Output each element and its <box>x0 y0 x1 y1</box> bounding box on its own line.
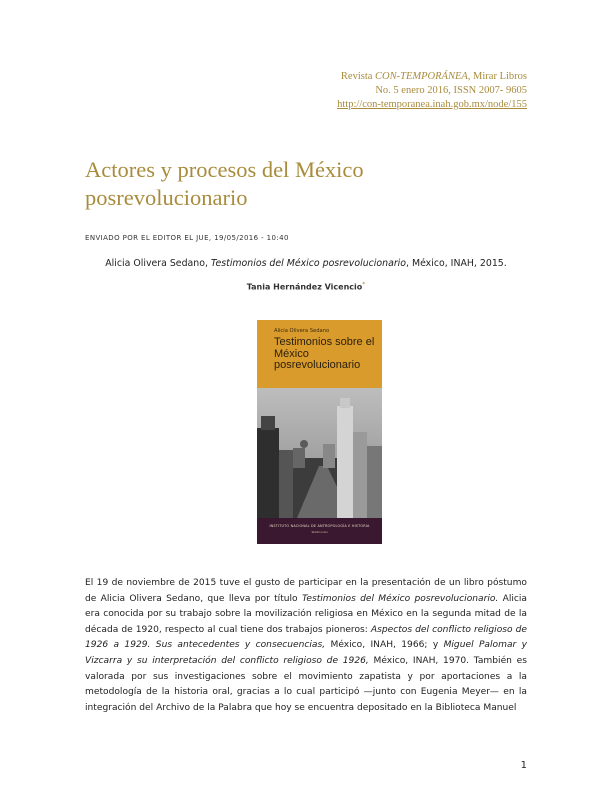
article-title: Actores y procesos del México posrevolucionario <box>85 157 364 210</box>
footnote-marker[interactable]: * <box>362 281 366 288</box>
citation-author: Alicia Olivera Sedano, <box>105 258 211 269</box>
cover-title-band <box>257 320 382 388</box>
post-meta: ENVIADO POR EL EDITOR EL JUE, 19/05/2016 - 10:40 <box>85 234 289 242</box>
journal-section: , Mirar Libros <box>467 71 527 82</box>
body-book-title: Testimonios del México posrevolucionario. <box>301 593 499 604</box>
issue-line: No. 5 enero 2016, ISSN 2007- 9605 <box>375 85 527 96</box>
cover-publisher-band <box>257 518 382 544</box>
book-citation <box>85 258 527 269</box>
journal-url-link[interactable]: http://con-temporanea.inah.gob.mx/node/155 <box>337 99 527 110</box>
cover-title: Testimonios sobre el México posrevolucionario <box>274 336 375 371</box>
cover-series: Testimonios <box>311 530 328 534</box>
journal-line <box>337 70 527 84</box>
journal-prefix: Revista <box>340 71 376 82</box>
body-text-3: México, INAH, 1966; y <box>325 640 444 651</box>
page-number: 1 <box>520 760 527 771</box>
body-text-1: El 19 de noviembre de 2015 tuve el gusto de participar en la presentación de un libro póstumo de Alicia Olivera Sedano, que lleva por título <box>85 578 527 604</box>
citation-publisher: , México, INAH, 2015. <box>406 258 507 269</box>
body-text-4: México, INAH, 1970. También es valorada por sus investigaciones sobre el movimiento zapatista y por aportaciones a la metodología de la historia oral, gracias a lo cual participó —junto con Eugenia Meyer— en la integración del Archivo de la Palabra que hoy se encuentra depositado en la Biblioteca Manuel <box>85 655 527 713</box>
citation-book-title: Testimonios del México posrevolucionario <box>210 258 407 269</box>
body-work-1: Aspectos del conflicto religioso de 1926 a 1929. Sus antecedentes y consecuencias, <box>85 624 527 651</box>
journal-header <box>337 70 527 112</box>
cover-author: Alicia Olivera Sedano <box>274 328 330 334</box>
body-work-2: Miguel Palomar y Vizcarra y su interpretación del conflicto religioso de 1926, <box>85 640 527 666</box>
book-cover-image <box>257 320 382 544</box>
cover-publisher: INSTITUTO NACIONAL DE ANTROPOLOGÍA E HISTORIA <box>269 524 370 528</box>
journal-name: CON-TEMPORÁNEA <box>375 71 468 82</box>
cover-city-photo <box>257 388 382 518</box>
reviewer-name-text: Tania Hernández Vicencio <box>246 282 363 292</box>
body-text-2: Alicia era conocida por su trabajo sobre la movilización religiosa en México en la segunda mitad de la década de 1920, respecto al cual tiene dos trabajos pioneros: <box>85 593 528 635</box>
reviewer-name <box>85 281 527 292</box>
body-paragraph <box>85 576 527 716</box>
